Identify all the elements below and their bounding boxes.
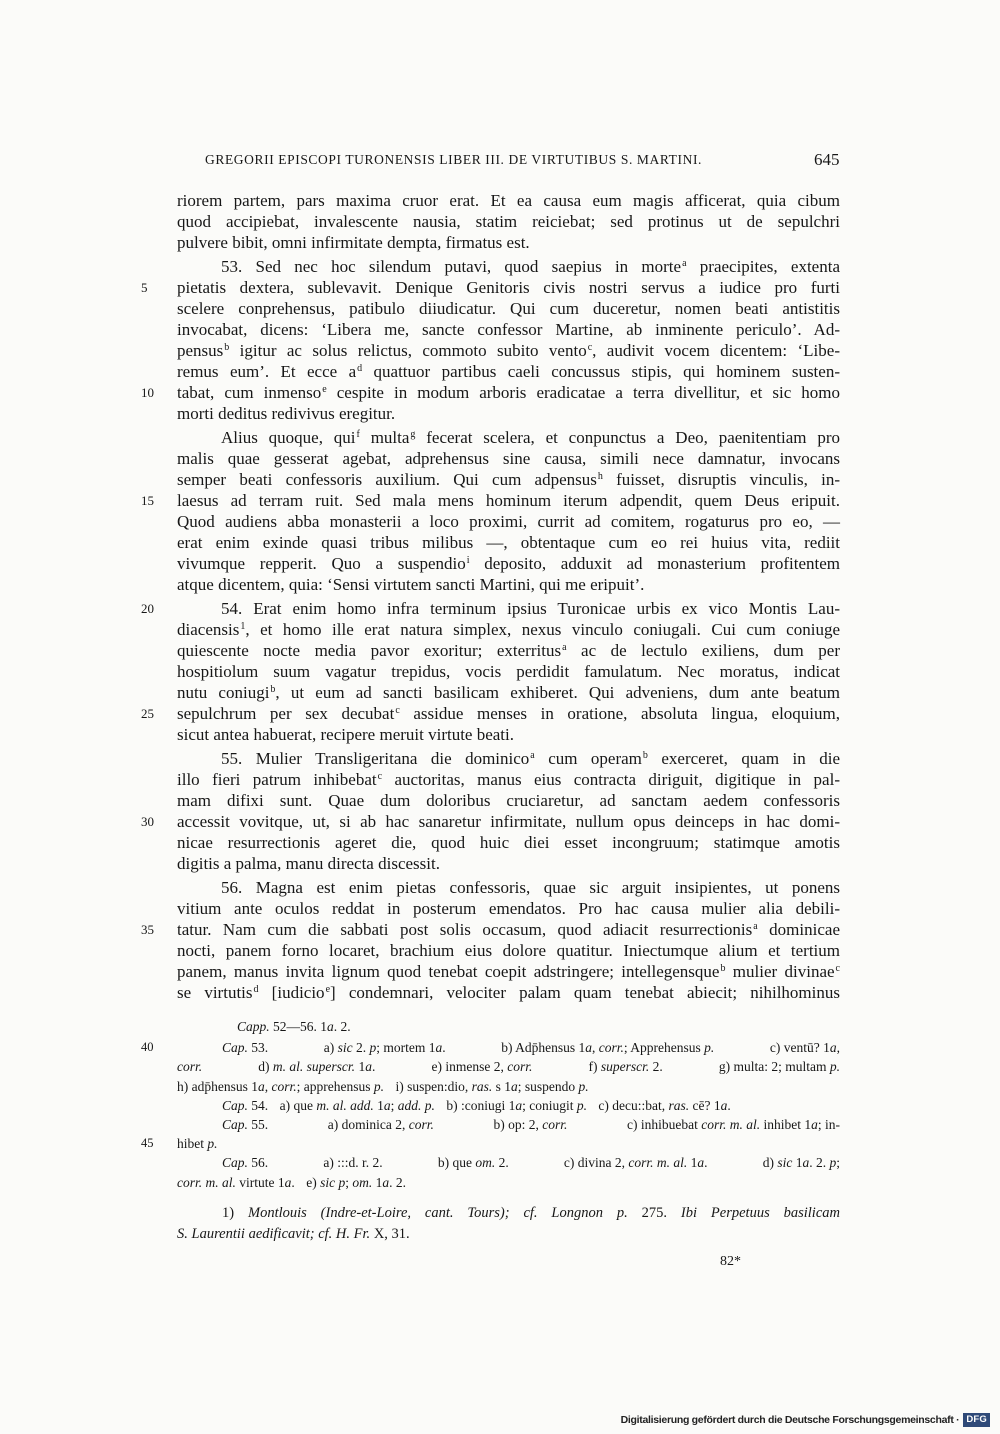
text-line: nutu coniugi$^b$, ut eum ad sancti basilicam exhiberet. Qui adveniens, dum ante beatum xyxy=(177,683,840,702)
apparatus-entry: corr. m. al. virtute 1a. xyxy=(177,1174,295,1190)
line-number: 20 xyxy=(141,601,154,616)
italic-text: om. xyxy=(352,1174,373,1190)
italic-text: a xyxy=(697,1155,705,1171)
text-line: 10 tabat, cum inmenso$^e$ cespite in modum arboris eradicatae a terra divellitur, et sic homo xyxy=(141,383,841,402)
italic-text: a xyxy=(435,1040,443,1056)
italic-text: m. al. superscr. xyxy=(272,1059,356,1075)
text-line: atque dicentem, quia: ‘Sensi virtutem sancti Martini, qui me eripuit’. xyxy=(177,575,645,594)
apparatus-entry: a) sic 2. p; mortem 1a. xyxy=(323,1040,446,1056)
text-line: 25 sepulchrum per sex decubat$^c$ assidue menses in oratione, absoluta lingua, eloquium, xyxy=(141,704,840,723)
line-number: 45 xyxy=(141,1136,154,1151)
text-line: erat enim exinde quasi tribus milibus —, obtentaque cum eo rei huius vita, rediit xyxy=(177,533,840,552)
italic-text: corr. xyxy=(177,1059,203,1075)
apparatus-entry: b) :coniugi 1a; coniugit p. xyxy=(446,1097,587,1113)
critical-apparatus xyxy=(141,1017,841,1192)
paragraph xyxy=(141,748,840,874)
italic-text: p. xyxy=(829,1059,841,1075)
text-line: diacensis$^1$, et homo ille erat natura simplex, nexus vinculo coniugali. Cui cum coniuge xyxy=(177,620,840,639)
note-marker: h xyxy=(597,471,603,482)
apparatus-entry: b) Adp̄hensus 1a, corr.; Apprehensus p. xyxy=(501,1040,715,1056)
line-number: 15 xyxy=(141,493,154,508)
italic-text: Montlouis (Indre-et-Loire, cant. Tours); cf. Longnon p. xyxy=(247,1205,628,1221)
line-number: 5 xyxy=(141,280,148,295)
apparatus-line xyxy=(141,1134,840,1153)
italic-text: p. xyxy=(576,1097,587,1113)
text-line: remus eum’. Et ecce $a^d$ quattuor partibus caeli concussus stipis, qui hominem susten- xyxy=(177,362,840,381)
italic-text: corr. xyxy=(507,1059,533,1075)
text-line: riorem partem, pars maxima cruor erat. Et ea causa eum magis afficerat, quia cibum xyxy=(177,191,840,210)
italic-text: a xyxy=(515,1097,523,1113)
italic-text: a xyxy=(585,1040,593,1056)
apparatus-line xyxy=(177,1115,840,1134)
italic-text: add. p. xyxy=(397,1097,435,1113)
italic-text: a xyxy=(802,1155,810,1171)
italic-text: ras. xyxy=(471,1078,493,1094)
apparatus-entry: c) ventū? 1a, xyxy=(769,1040,841,1056)
text-line: 55. Mulier Transligeritana die dominico$^a$ cum operam$^b$ exerceret, quam in die xyxy=(221,749,840,768)
text-line: semper beati confessoris auxilium. Qui cum adpensus$^h$ fuisset, disruptis vinculis, in- xyxy=(177,470,840,489)
apparatus-line xyxy=(177,1173,840,1192)
apparatus-entry: a) :::d. r. 2. xyxy=(323,1155,383,1171)
text-line: vitium ante oculos reddat in posterum emendatos. Pro hac causa mulier alia debili- xyxy=(177,899,840,918)
apparatus-entry: b) op: 2, corr. xyxy=(493,1116,568,1132)
footnote-line: 1) Montlouis (Indre-et-Loire, cant. Tours); cf. Longnon p. 275. Ibi Perpetuus basilicam xyxy=(222,1205,840,1221)
italic-text: a xyxy=(511,1078,518,1094)
text-line: 15 laesus ad terram ruit. Sed mala mens hominum iterum adpendit, quem Deus eripuit. xyxy=(141,491,840,510)
apparatus-entry: a) que m. al. add. 1a; add. p. xyxy=(279,1097,435,1113)
running-head: GREGORII EPISCOPI TURONENSIS LIBER III. DE VIRTUTIBUS S. MARTINI. xyxy=(205,152,703,167)
text-line: digitis a palma, manu directa discessit. xyxy=(177,854,440,873)
text-line: quod accipiebat, invalescente nausia, statim reiciebat; sed protinus ut de sepulchri xyxy=(177,212,840,231)
note-marker: c xyxy=(395,705,400,716)
note-marker: d xyxy=(253,984,259,995)
dfg-logo-icon: DFG xyxy=(963,1413,990,1427)
italic-text: a xyxy=(720,1097,728,1113)
italic-text: corr. m. al. xyxy=(701,1116,761,1132)
italic-text: a xyxy=(284,1174,292,1190)
text-line: malis quae gesserat agebat, adprehensus sine causa, simili nece damnatur, invocans xyxy=(177,449,840,468)
apparatus-entry: c) inhibuebat corr. m. al. inhibet 1a; in- xyxy=(627,1116,841,1132)
credit-text: Digitalisierung gefördert durch die Deutsche Forschungsgemeinschaft · xyxy=(620,1414,960,1426)
italic-text: ras. xyxy=(668,1097,690,1113)
note-marker: c xyxy=(835,963,840,974)
line-number: 30 xyxy=(141,814,154,829)
italic-text: p. xyxy=(373,1078,384,1094)
apparatus-line xyxy=(177,1153,840,1172)
note-marker: b xyxy=(642,750,648,761)
italic-text: a xyxy=(327,1019,334,1034)
text-line: mam difixi sunt. Quae dum doloribus cruciaretur, ad sanctam aedem confessoris xyxy=(177,791,840,810)
italic-text: Cap. xyxy=(222,1116,248,1132)
text-line: panem, manus invita lignum quod tenebat coepit adstringere; intellegensque$^b$ mulier divinae$^c$ xyxy=(177,962,840,981)
apparatus-entry: a) dominica 2, corr. xyxy=(327,1116,434,1132)
italic-text: p. xyxy=(704,1040,715,1056)
italic-text: corr. m. al. xyxy=(177,1174,236,1190)
footnote-line: S. Laurentii aedificavit; cf. H. Fr. X, 31. xyxy=(177,1226,410,1242)
editorial-notes xyxy=(177,1203,840,1245)
note-marker: 1 xyxy=(240,621,246,632)
digitization-credit xyxy=(621,1413,990,1427)
apparatus-entry: Cap. 55. xyxy=(222,1116,269,1132)
apparatus-group xyxy=(141,1038,841,1096)
italic-text: p xyxy=(829,1155,837,1171)
note-marker: a xyxy=(562,642,567,653)
italic-text: corr. xyxy=(408,1116,434,1132)
italic-text: a xyxy=(829,1040,837,1056)
italic-text: S. Laurentii aedificavit; cf. H. Fr. xyxy=(177,1226,371,1242)
apparatus-entry: Cap. 53. xyxy=(222,1040,269,1056)
text-line: sicut antea habuerat, recipere meruit virtute beati. xyxy=(177,725,515,744)
text-line: nicae resurrectionis ageret die, quod huic diei esset incongruum; statimque amotis xyxy=(177,833,840,852)
italic-text: sic xyxy=(777,1155,793,1171)
text-line: invocabat, dicens: ‘Libera me, sancte confessor Martine, ab inminente periculo’. Ad- xyxy=(177,320,840,339)
italic-text: superscr. xyxy=(600,1059,650,1075)
line-number: 25 xyxy=(141,706,154,721)
text-line: illo fieri patrum inhibebat$^c$ auctoritas, manus eius contracta diriguit, digitique in pal- xyxy=(177,770,840,789)
line-number: 10 xyxy=(141,385,154,400)
text-line: nocti, panem forno locaret, brachium eius dolore quatitur. Iniectumque alium et tertium xyxy=(177,941,840,960)
italic-text: a xyxy=(382,1174,390,1190)
note-marker: c xyxy=(377,771,383,782)
main-text xyxy=(141,190,841,1003)
apparatus-entry: c) decu::bat, ras. cē? 1a. xyxy=(598,1097,731,1113)
apparatus-group xyxy=(177,1153,840,1191)
note-marker: a xyxy=(530,750,535,761)
italic-text: a xyxy=(258,1078,265,1094)
italic-text: Cap. xyxy=(222,1097,248,1113)
text-line: 56. Magna est enim pietas confessoris, quae sic arguit insipientes, ut ponens xyxy=(221,878,840,897)
paragraph xyxy=(141,877,840,1003)
apparatus-entry: e) inmense 2, corr. xyxy=(431,1059,533,1075)
line-number: 35 xyxy=(141,922,154,937)
italic-text: corr. xyxy=(271,1078,297,1094)
text-line: pulvere bibit, omni infirmitate dempta, firmatus est. xyxy=(177,233,530,252)
note-marker: b xyxy=(224,342,230,353)
text-line: se virtutis$^d$ [iudicio$^e$] condemnari, velociter palam quam tenebat abiecit; nihilhominus xyxy=(177,983,840,1002)
apparatus-line xyxy=(177,1057,840,1076)
paragraph xyxy=(177,190,840,253)
note-marker: b xyxy=(270,684,276,695)
note-marker: i xyxy=(466,555,470,566)
page-number: 645 xyxy=(814,150,840,169)
italic-text: Cap. xyxy=(222,1040,248,1056)
apparatus-entry: Cap. 56. xyxy=(222,1155,269,1171)
note-marker: d xyxy=(357,363,363,374)
italic-text: sic xyxy=(337,1040,353,1056)
italic-text: corr. xyxy=(598,1040,624,1056)
paragraph xyxy=(141,598,840,745)
text-line: 5 pietatis dextera, sublevavit. Denique Genitoris civis nostri servus a iudice pro furti xyxy=(141,278,840,297)
text-line: vivumque repperit. Quo a suspendio$^i$ deposito, adduxit ad monasterium profitentem xyxy=(177,554,840,573)
text-line: 53. Sed nec hoc silendum putavi, quod saepius in morte$^a$ praecipites, extenta xyxy=(221,257,840,276)
apparatus-entry: i) suspen:dio, ras. s 1a; suspendo p. xyxy=(395,1078,589,1094)
note-marker: f xyxy=(356,429,360,440)
apparatus-entry: hibet p. xyxy=(177,1136,218,1152)
apparatus-entry: d) sic 1a. 2. p; xyxy=(762,1155,841,1171)
paragraph xyxy=(141,427,841,595)
italic-text: p. xyxy=(207,1136,218,1152)
text-line: 20 54. Erat enim homo infra terminum ipsius Turonicae urbis ex vico Montis Lau- xyxy=(141,599,840,618)
italic-text: sic p xyxy=(320,1174,346,1190)
apparatus-line xyxy=(177,1096,840,1115)
apparatus-summary: Capp. 52—56. 1a. 2. xyxy=(237,1019,351,1034)
note-marker: e xyxy=(322,384,327,395)
italic-text: a xyxy=(811,1116,818,1132)
apparatus-group xyxy=(141,1115,841,1153)
italic-text: a xyxy=(365,1059,372,1075)
italic-text: m. al. add. xyxy=(316,1097,374,1113)
text-line: 30 accessit vovitque, ut, si ab hac sanaretur infirmitate, nullum opus deinceps in hac domi- xyxy=(141,812,840,831)
apparatus-entry: e) sic p; om. 1a. 2. xyxy=(306,1174,406,1190)
paragraph xyxy=(141,256,841,424)
apparatus-group xyxy=(177,1096,840,1115)
italic-text: Cap. xyxy=(222,1155,248,1171)
italic-text: corr. xyxy=(542,1116,568,1132)
italic-text: a xyxy=(383,1097,391,1113)
note-marker: a xyxy=(753,921,758,932)
text-line: hospitiolum suum vagatur trepidus, vocis perdidit famulatum. Nec moratus, indicat xyxy=(177,662,840,681)
italic-text: Ibi Perpetuus basilicam xyxy=(680,1205,840,1221)
text-line: Quod audiens abba monasterii a loco proximi, currit ad comitem, rogaturus pro eo, — xyxy=(177,512,840,531)
apparatus-entry: d) m. al. superscr. 1a. xyxy=(258,1059,376,1075)
note-marker: g xyxy=(410,429,416,440)
note-marker: e xyxy=(325,984,331,995)
italic-text: p. xyxy=(578,1078,589,1094)
text-line: scelere conprehensus, patibulo diiudicatur. Qui cum duceretur, nomen beati antistitis xyxy=(177,299,840,318)
line-number: 40 xyxy=(141,1040,154,1055)
italic-text: p xyxy=(369,1040,377,1056)
text-line: pensus$^b$ igitur ac solus relictus, commoto subito vento$^c$, audivit vocem dicentem: ‘Libe- xyxy=(177,341,840,360)
apparatus-entry: f) superscr. 2. xyxy=(588,1059,663,1075)
apparatus-entry xyxy=(177,1057,202,1076)
text-line: 35 tatur. Nam cum die sabbati post solis occasum, quod adiacit resurrectionis$^a$ dominicae xyxy=(141,920,840,939)
signature-mark: 82* xyxy=(720,1254,741,1269)
apparatus-entry: Cap. 54. xyxy=(222,1097,269,1113)
apparatus-entry: c) divina 2, corr. m. al. 1a. xyxy=(563,1155,708,1171)
note-marker: b xyxy=(720,963,726,974)
italic-text: om. xyxy=(475,1155,496,1171)
apparatus-line xyxy=(141,1038,841,1057)
apparatus-entry: g) multa: 2; multam p. xyxy=(718,1059,841,1075)
apparatus-line xyxy=(177,1077,840,1096)
apparatus-entry: b) que om. 2. xyxy=(437,1155,509,1171)
note-marker: c xyxy=(587,342,593,353)
apparatus-entry: h) adp̄hensus 1a, corr.; apprehensus p. xyxy=(177,1078,384,1094)
text-line: Alius quoque, qui$^f$ multa$^g$ fecerat scelera, et conpunctus a Deo, paenitentiam pro xyxy=(221,428,841,447)
note-marker: a xyxy=(682,258,687,269)
italic-text: corr. m. al. xyxy=(628,1155,688,1171)
text-line: quiescente nocte media pavor exoritur; exterritus$^a$ ac de lectulo exiliens, dum per xyxy=(177,641,840,660)
italic-text: Capp. xyxy=(237,1019,270,1034)
footnote xyxy=(177,1203,840,1245)
text-line: morti deditus redivivus eregitur. xyxy=(177,404,396,423)
